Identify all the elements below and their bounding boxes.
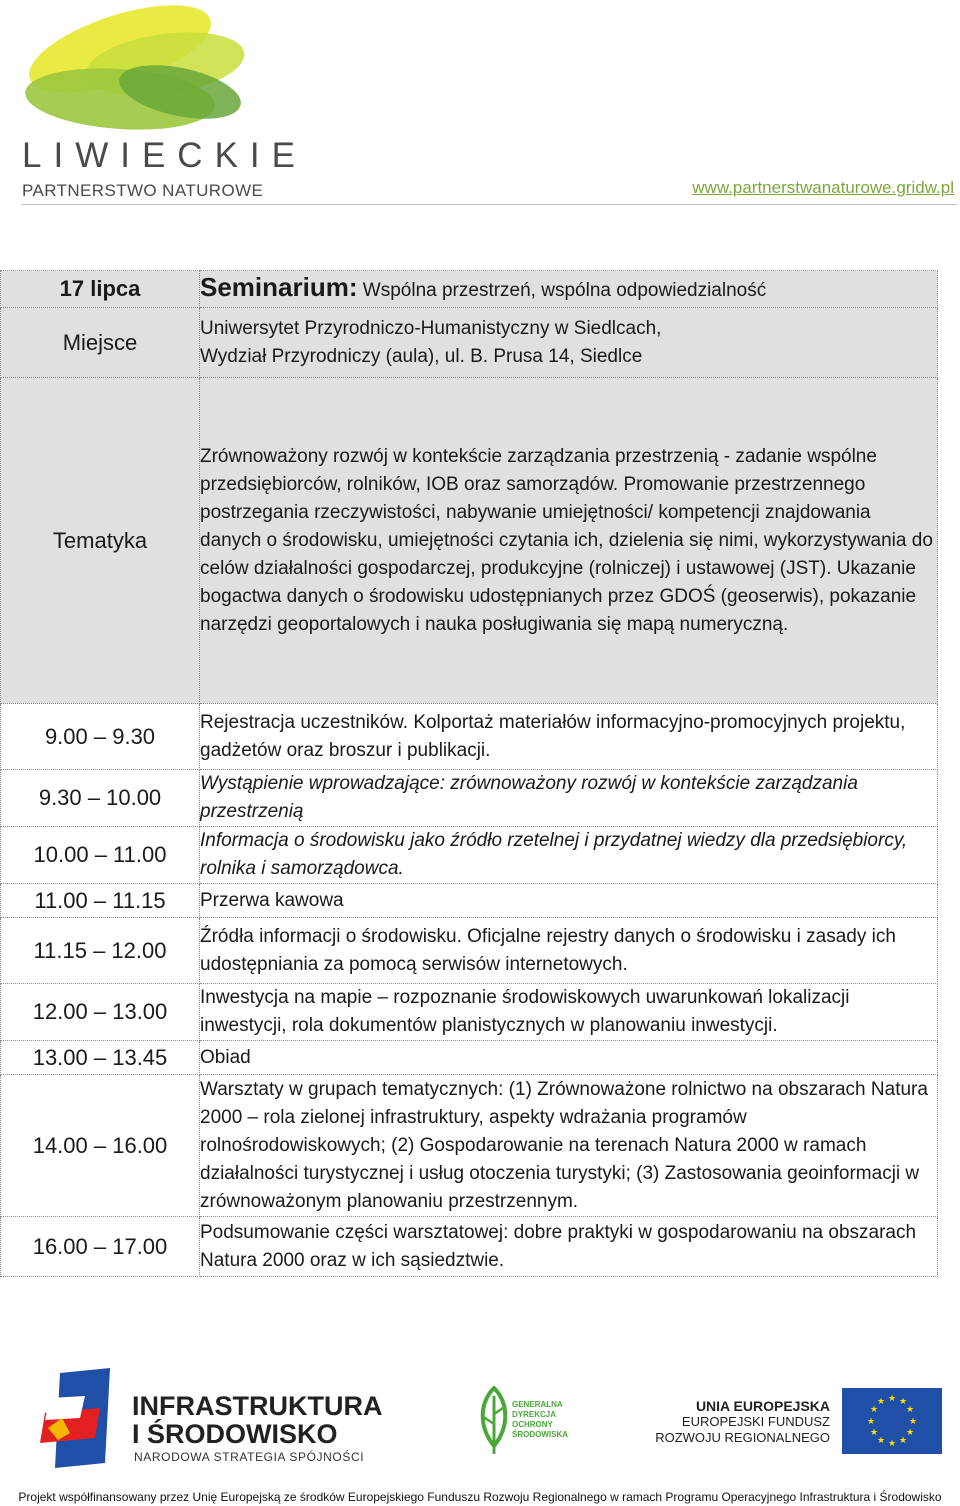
- session-cell: Informacja o środowisku jako źródło rzetelnej i przydatnej wiedzy dla przedsiębiorcy, rolnika i samorządowca.: [200, 827, 938, 884]
- infrastructure-line: I ŚRODOWISKO: [132, 1419, 338, 1449]
- table-row: [1, 271, 938, 308]
- svg-text:★: ★: [908, 1417, 918, 1427]
- svg-text:★: ★: [905, 1405, 915, 1415]
- table-row: [1, 984, 938, 1041]
- eu-line: UNIA EUROPEJSKA: [695, 1398, 830, 1414]
- place-line: Wydział Przyrodniczy (aula), ul. B. Prusa 14, Siedlce: [200, 345, 643, 367]
- svg-text:★: ★: [887, 1439, 897, 1449]
- infrastructure-title: [132, 1392, 382, 1448]
- infrastructure-subtitle: NARODOWA STRATEGIA SPÓJNOŚCI: [134, 1450, 365, 1464]
- gdos-line: GENERALNA: [512, 1400, 563, 1409]
- table-row: [1, 308, 938, 378]
- table-row: [1, 884, 938, 918]
- svg-text:★: ★: [866, 1417, 876, 1427]
- time-cell: 11.00 – 11.15: [1, 884, 200, 918]
- table-row: [1, 918, 938, 984]
- svg-text:★: ★: [898, 1436, 908, 1446]
- eu-flag-icon: [842, 1388, 942, 1454]
- seminar-cell: [200, 271, 938, 308]
- svg-text:★: ★: [887, 1394, 897, 1404]
- date-cell: 17 lipca: [1, 271, 200, 308]
- table-row: [1, 378, 938, 704]
- session-cell: Obiad: [200, 1041, 938, 1075]
- topic-label: Tematyka: [1, 378, 200, 704]
- table-row: [1, 704, 938, 770]
- svg-text:★: ★: [898, 1397, 908, 1407]
- svg-text:★: ★: [876, 1397, 886, 1407]
- time-cell: 9.30 – 10.00: [1, 770, 200, 827]
- gdos-line: DYREKCJA: [512, 1410, 557, 1419]
- brand-subtitle: PARTNERSTWO NATUROWE: [22, 181, 264, 200]
- table-row: [1, 770, 938, 827]
- session-cell: Wystąpienie wprowadzające: zrównoważony rozwój w kontekście zarządzania przestrzenią: [200, 770, 938, 827]
- eu-text: [655, 1398, 830, 1446]
- time-cell: 13.00 – 13.45: [1, 1041, 200, 1075]
- leaf-logo-icon: [20, 4, 245, 134]
- gdos-line: OCHRONY: [512, 1420, 553, 1429]
- session-cell: Przerwa kawowa: [200, 884, 938, 918]
- session-cell: Inwestycja na mapie – rozpoznanie środowiskowych uwarunkowań lokalizacji inwestycji, rola dokumentów planistycznych w planowaniu inwestycji.: [200, 984, 938, 1041]
- seminar-label: Seminarium:: [200, 272, 358, 302]
- session-cell: Podsumowanie części warsztatowej: dobre praktyki w gospodarowaniu na obszarach Natura 2000 oraz w ich sąsiedztwie.: [200, 1217, 938, 1277]
- page-header: [0, 0, 960, 210]
- eu-line: EUROPEJSKI FUNDUSZ: [681, 1414, 830, 1429]
- brand-name: LIWIECKIE: [22, 136, 307, 175]
- footer-note: Projekt współfinansowany przez Unię Europejską ze środków Europejskiego Funduszu Rozwoju Regionalnego w ramach Programu Operacyjnego Infrastruktura i Środowisko: [18, 1490, 942, 1504]
- time-cell: 14.00 – 16.00: [1, 1075, 200, 1217]
- gdos-line: ŚRODOWISKA: [512, 1430, 568, 1439]
- place-cell: [200, 308, 938, 378]
- seminar-title: Wspólna przestrzeń, wspólna odpowiedzialność: [362, 280, 767, 301]
- session-cell: Rejestracja uczestników. Kolportaż materiałów informacyjno-promocyjnych projektu, gadżetów oraz broszur i publikacji.: [200, 704, 938, 770]
- gdos-leaf-icon: [476, 1386, 512, 1456]
- time-cell: 12.00 – 13.00: [1, 984, 200, 1041]
- place-label: Miejsce: [1, 308, 200, 378]
- table-row: [1, 1075, 938, 1217]
- topic-text: Zrównoważony rozwój w kontekście zarządzania przestrzenią - zadanie wspólne przedsiębiorców, rolników, IOB oraz samorządów. Promowanie przestrzennego postrzegania rzeczywistości, nabywanie umiejętności/ kompetencji znajdowania danych o środowisku, umiejętności czytania ich, dzielenia się nimi, wykorzystywania do celów działalności gospodarczej, produkcyjne (rolniczej) i ustawowej (JST). Ukazanie bogactwa danych o środowisku udostępnianych przez GDOŚ (geoserwis), pokazanie narzędzi geoportalowych i nauka posługiwania się mapą numeryczną.: [200, 378, 938, 704]
- header-divider: [22, 204, 957, 205]
- time-cell: 10.00 – 11.00: [1, 827, 200, 884]
- time-cell: 9.00 – 9.30: [1, 704, 200, 770]
- table-row: [1, 1041, 938, 1075]
- time-cell: 11.15 – 12.00: [1, 918, 200, 984]
- svg-text:★: ★: [876, 1436, 886, 1446]
- infrastructure-line: INFRASTRUKTURA: [132, 1391, 383, 1421]
- eu-line: ROZWOJU REGIONALNEGO: [655, 1430, 830, 1445]
- table-row: [1, 1217, 938, 1277]
- session-cell: Warsztaty w grupach tematycznych: (1) Zrównoważone rolnictwo na obszarach Natura 2000 – rola zielonej infrastruktury, aspekty wdrażania programów rolnośrodowiskowych; (2) Gospodarowanie na terenach Natura 2000 w ramach działalności turystycznej i usług otoczenia turystyki; (3) Zastosowania geoinformacji w zrównoważonym planowaniu przestrzennym.: [200, 1075, 938, 1217]
- infrastructure-flag-icon: [40, 1368, 120, 1468]
- session-cell: Źródła informacji o środowisku. Oficjalne rejestry danych o środowisku i zasady ich udostępniania za pomocą serwisów internetowych.: [200, 918, 938, 984]
- website-link[interactable]: www.partnerstwanaturowe.gridw.pl: [692, 178, 954, 197]
- svg-text:★: ★: [869, 1405, 879, 1415]
- svg-text:★: ★: [869, 1428, 879, 1438]
- time-cell: 16.00 – 17.00: [1, 1217, 200, 1277]
- gdos-text: [512, 1400, 568, 1440]
- footer-logos: [0, 1360, 960, 1470]
- agenda-table: [0, 270, 938, 1277]
- svg-text:★: ★: [905, 1428, 915, 1438]
- table-row: [1, 827, 938, 884]
- place-line: Uniwersytet Przyrodniczo-Humanistyczny w Siedlcach,: [200, 317, 662, 339]
